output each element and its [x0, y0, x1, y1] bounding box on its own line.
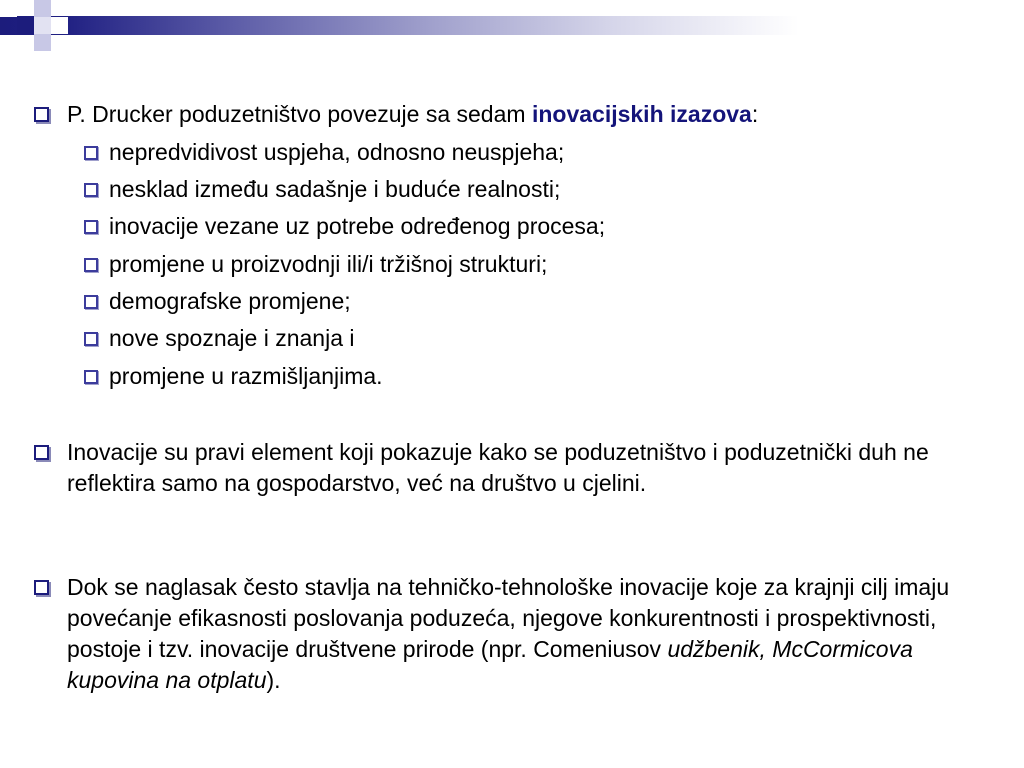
bullet-item	[34, 437, 979, 499]
sub-bullet-text: nove spoznaje i znanja i	[109, 325, 355, 351]
sub-bullet-text: demografske promjene;	[109, 288, 351, 314]
hollow-square-bullet-icon	[84, 258, 98, 272]
bullet-text-suffix: :	[751, 101, 759, 127]
bullet-text: Inovacije su pravi element koji pokazuje kako se poduzetništvo i poduzetnički duh ne reflektira samo na gospodarstvo, već na društvo u cjelini.	[67, 439, 929, 496]
bullet-text	[67, 99, 758, 130]
hollow-square-bullet-icon	[84, 370, 98, 384]
hollow-square-bullet-icon	[84, 146, 98, 160]
sub-bullet-text: nepredvidivost uspjeha, odnosno neuspjeha;	[109, 139, 565, 165]
hollow-square-bullet-icon	[84, 332, 98, 346]
hollow-square-bullet-icon	[84, 183, 98, 197]
hollow-square-bullet-icon	[34, 445, 49, 460]
bullet-text-prefix: Dok se naglasak često stavlja na tehničko-tehnološke inovacije koje za krajnji cilj imaju povećanje efikasnosti poslovanja poduzeća, njegove konkurentnosti i prospektivnosti, postoje i tzv. inovacije društvene prirode (npr. Comeniusov	[67, 574, 950, 662]
emphasized-term: inovacijskih izazova	[531, 101, 752, 127]
sub-bullet-item	[84, 361, 984, 392]
hollow-square-bullet-icon	[84, 220, 98, 234]
sub-bullet-item	[84, 174, 984, 205]
sub-bullet-text: inovacije vezane uz potrebe određenog procesa;	[109, 213, 606, 239]
sub-bullet-text: promjene u proizvodnji ili/i tržišnoj strukturi;	[109, 251, 548, 277]
bullet-item	[34, 572, 994, 696]
hollow-square-bullet-icon	[34, 580, 49, 595]
sub-bullet-item	[84, 211, 984, 242]
bullet-text	[67, 572, 994, 696]
hollow-square-bullet-icon	[84, 295, 98, 309]
sub-bullet-item	[84, 137, 984, 168]
bullet-text-prefix: P. Drucker poduzetništvo povezuje sa sedam	[67, 101, 532, 127]
italic-examples: udžbenik, McCormicova kupovina na otplatu	[67, 636, 913, 693]
sub-bullet-text: nesklad između sadašnje i buduće realnosti;	[109, 176, 561, 202]
sub-bullet-text: promjene u razmišljanjima.	[109, 363, 383, 389]
sub-bullet-item	[84, 323, 984, 354]
bullet-item	[34, 99, 994, 130]
bullet-text-suffix: ).	[266, 667, 281, 693]
sub-bullet-item	[84, 249, 984, 280]
sub-bullet-item	[84, 286, 984, 317]
hollow-square-bullet-icon	[34, 107, 49, 122]
